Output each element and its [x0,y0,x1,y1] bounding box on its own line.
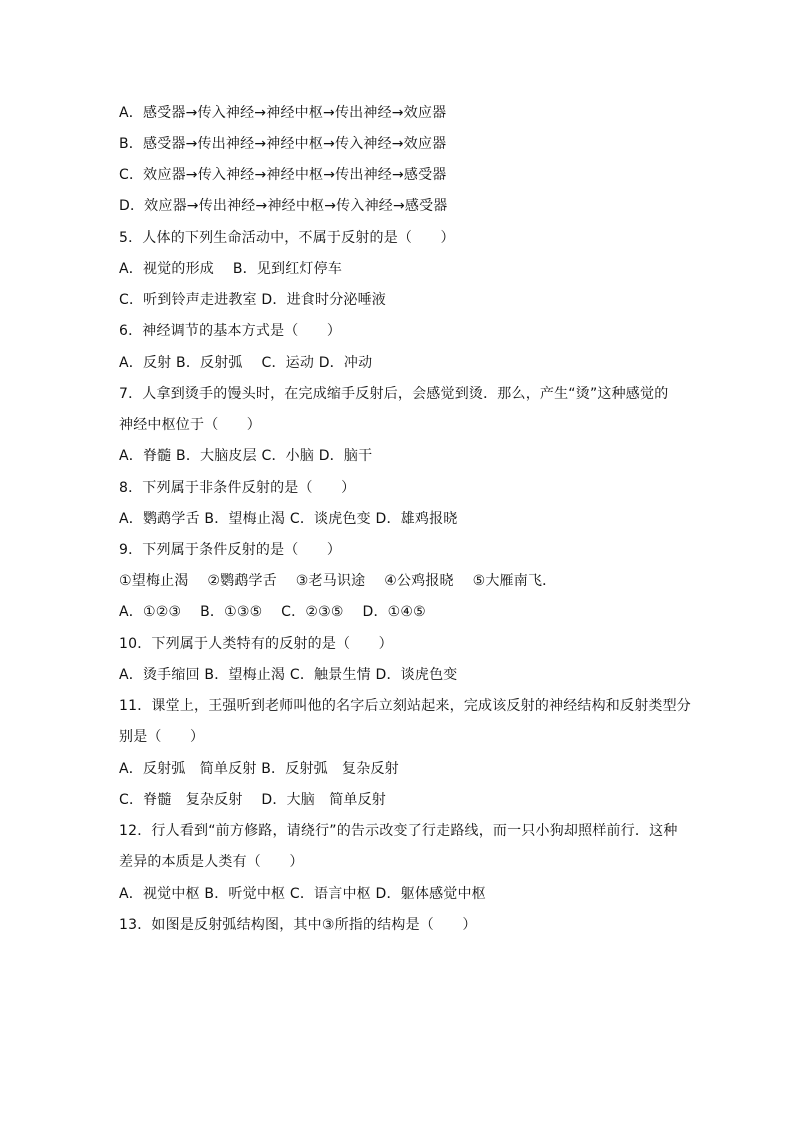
options-10: A．烫手缩回 B．望梅止渴 C．触景生情 D．谈虎色变 [119,667,458,683]
question-11-line-2: 别是（ ） [119,729,205,745]
options-7: A．脊髓 B．大脑皮层 C．小脑 D．脑干 [119,448,373,464]
question-10: 10．下列属于人类特有的反射的是（ ） [119,636,393,652]
options-11-cd: C．脊髓 复杂反射 D．大脑 简单反射 [119,792,387,808]
option-line-4d: D．效应器→传出神经→神经中枢→传入神经→感受器 [119,198,448,214]
question-7-line-2: 神经中枢位于（ ） [119,417,261,433]
option-line-4a: A．感受器→传入神经→神经中枢→传出神经→效应器 [119,105,447,121]
question-8: 8．下列属于非条件反射的是（ ） [119,480,356,496]
option-line-4c: C．效应器→传入神经→神经中枢→传出神经→感受器 [119,167,447,183]
items-9: ①望梅止渴 ②鹦鹉学舌 ③老马识途 ④公鸡报晓 ⑤大雁南飞． [119,573,557,589]
question-7-line-1: 7．人拿到烫手的馒头时，在完成缩手反射后，会感觉到烫．那么，产生“烫”这种感觉的 [119,386,669,402]
question-11-line-1: 11．课堂上，王强听到老师叫他的名字后立刻站起来，完成该反射的神经结构和反射类型分 [119,698,692,714]
question-12-line-1: 12．行人看到“前方修路，请绕行”的告示改变了行走路线，而一只小狗却照样前行．这种 [119,823,678,839]
question-6: 6．神经调节的基本方式是（ ） [119,323,342,339]
options-11-ab: A．反射弧 简单反射 B．反射弧 复杂反射 [119,761,399,777]
options-8: A．鹦鹉学舌 B．望梅止渴 C．谈虎色变 D．雄鸡报晓 [119,511,458,527]
options-5-ab: A．视觉的形成 B．见到红灯停车 [119,261,343,277]
question-9: 9．下列属于条件反射的是（ ） [119,542,342,558]
options-5-cd: C．听到铃声走进教室 D．进食时分泌唾液 [119,292,387,308]
question-13: 13．如图是反射弧结构图，其中③所指的结构是（ ） [119,917,477,933]
question-12-line-2: 差异的本质是人类有（ ） [119,854,304,870]
options-6: A．反射 B．反射弧 C．运动 D．冲动 [119,355,373,371]
option-line-4b: B．感受器→传出神经→神经中枢→传入神经→效应器 [119,136,447,152]
options-9: A．①②③ B．①③⑤ C．②③⑤ D．①④⑤ [119,604,426,620]
options-12: A．视觉中枢 B．听觉中枢 C．语言中枢 D．躯体感觉中枢 [119,886,486,902]
question-5: 5．人体的下列生命活动中，不属于反射的是（ ） [119,230,455,246]
